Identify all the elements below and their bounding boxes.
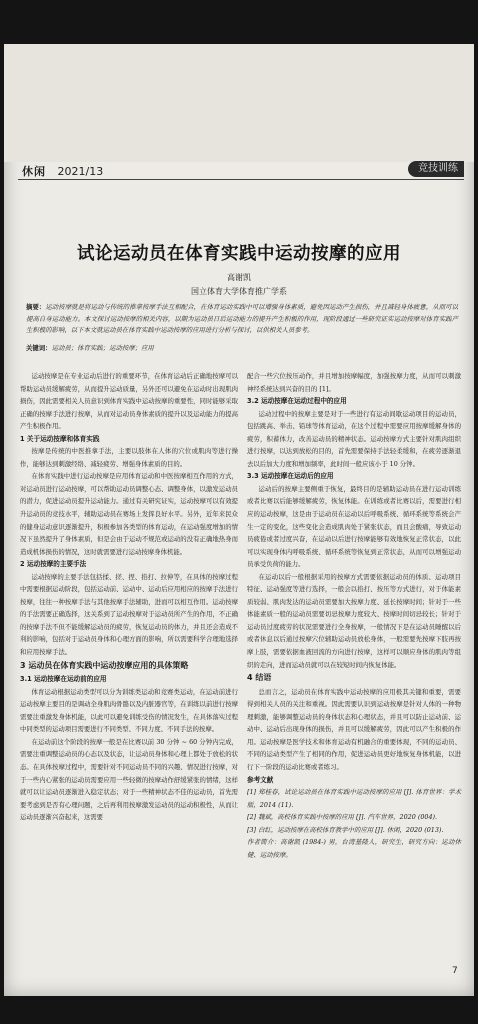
article-title: 试论运动员在体育实践中运动按摩的应用 — [77, 244, 401, 264]
header-rule — [18, 179, 464, 180]
keywords-label: 关键词： — [26, 344, 52, 352]
section-heading: 3.1 运动按摩在运动前的应用 — [20, 675, 107, 684]
article-author: 高谢凯 — [227, 273, 251, 282]
abstract — [26, 302, 458, 337]
paragraph: 在运动以后一般根据采用的按摩方式需要依据运动员的体质、运动项目特征、运动强度等进行选择，一般会以掐打、按压等方式进行，对于体能素质较弱、肌肉发达的运动员需要加大按摩力度、延长按摩时间；针对于一些体能素质一般的运动员需要切忌按摩力度较大、按摩时间切忌较长；针对于运动员过度疲劳的状况需要进行全身按摩，一般情况下是在运动员睡醒以后或者休息以后通过按摩穴位辅助运动员放松身体，一般需要先按摩下肢再按摩上肢，需要依据血液回流的方向进行按摩，这样可以顺应身体的肌肉等组织的走向，进而运动员就可以在较短时间内恢复体能。 — [247, 572, 461, 669]
section-heading: 2 运动按摩的主要手法 — [20, 560, 87, 569]
journal-page — [4, 44, 474, 996]
reference-entry: [3] 白红，运动按摩在高校体育教学中的应用 [J]. 休闲，2020 (013). — [247, 825, 444, 834]
page-number: 7 — [452, 966, 458, 976]
left-column — [20, 370, 238, 824]
section-heading: 参考文献 — [247, 775, 274, 784]
abstract-label: 摘要： — [26, 303, 46, 311]
paragraph: 运动按摩是在专业运动后进行的重要环节，在体育运动后正确地按摩可以帮助运动员缓解疲劳，从而提升运动质量，另外还可以避免在运动时出现肌肉损伤，因此需要相关人员意识到体育实践中运动按摩的重要性，同时能够采取正确的按摩手法进行按摩，从而对运动员身体素质的提升以及运动能力的提高产生积极作用。 — [20, 372, 238, 431]
article-affiliation: 国立体育大学体育推广学系 — [191, 287, 287, 296]
abstract-text: 运动按摩就是将运动与传统的推拿按摩手法互相配合，在体育运动实践中可以增强身体素质，避免因运动产生损伤，并且减轻身体疲惫，从而可以提高自身运动能力。本文探讨运动按摩的相关内容，以期为运动员日后运动能力的提升产生积极的作用，现阶段通过一些研究证实运动按摩对体育实践产生积极的影响，以下本文就运动员在体育实践中运动按摩的应用进行分析与探讨，以供相关人员参考。 — [26, 303, 459, 335]
paragraph: 体育运动根据运动类型可以分为训练类运动和竞赛类运动，在运动前进行运动按摩主要目的是调动全身肌肉骨骼以及内脏器官等，在训练以前进行按摩需要注重激发身体机能，以此可以避免训练受伤的情况发生，在具体落实过程中同类型的运动项目需要进行不同类型、不同力度、不同手法的按摩。 — [20, 687, 238, 734]
paragraph: 运动过程中的按摩主要是对于一些进行有运动间歇运动项目的运动员，包括跳高、举击、铅球等体育运动，在这个过程中需要应用按摩缓解身体的疲劳，积蓄体力，改善运动员的精神状态。运动按摩方式主要针对肌肉组织进行按摩，以达到放松的目的，首先需要保持手法轻柔缓和，在疲劳逐渐退去以后加大力度和增加频率，此时间一般应该小于 10 分钟。 — [247, 409, 461, 468]
chapter-heading: 4 结语 — [247, 673, 272, 683]
right-column — [247, 370, 461, 861]
paragraph: 按摩是传统的中医推拿手法，主要以肢体在人体的穴位或肌肉等进行操作，能够达到刺激经络、减轻疲劳、增强身体素质的目的。 — [20, 447, 238, 468]
paragraph: 运动后的按摩主要侧重于恢复，最终目的是辅助运动员在进行运动训练或者比赛以后能够缓解疲劳，恢复体能。在训练或者比赛以后，需要进行相应的运动按摩，这是由于运动员在运动以后呼吸系统、循环系统等系统会产生一定的变化，这些变化会造成肌肉处于紧张状态，而且会酸痛，导致运动员疲倦或者过度兴奋，在运动以后进行按摩能够有效地恢复正常状态，以此可以实现身体内呼吸系统、循环系统等恢复到正常状态，从而可以增强运动员承受负荷的能力。 — [247, 484, 461, 569]
reference-entry: [2] 魏斌，高校体育实践中按摩的应用 [J]. 汽车世界，2020 (004). — [247, 813, 438, 822]
paragraph: 在运动前这个阶段的按摩一般是在比赛以前 30 分钟 ~ 60 分钟内完成，需要注重调整运动员的心态以及状态，让运动员身体和心理上都处于放松的状态。在具体按摩过程中，需要针对不同运动员不同的兴趣、情况进行按摩，对于一些内心紧张的运动员需要应用一些轻微的按摩动作舒缓紧张的情绪，这样就可以让运动员逐渐进入稳定状态；对于一些精神状态不佳的运动员，首先需要考虑到是否有心理问题，之后再利用按摩激发运动员的运动积极性，从而让运动员逐渐兴奋起来，这需要 — [20, 737, 238, 822]
chapter-heading: 3 运动员在体育实践中运动按摩应用的具体策略 — [20, 660, 189, 670]
paragraph: 配合一些穴位按压动作，并且增加按摩幅度，加强按摩力度，从而可以刺激神经系统达到兴奋的目的 [1]。 — [247, 372, 461, 393]
previous-page-strip — [4, 44, 474, 162]
section-heading: 1 关于运动按摩和体育实践 — [20, 434, 100, 443]
section-tab: 竞技训练 — [408, 161, 464, 177]
section-heading: 3.2 运动按摩在运动过程中的应用 — [247, 397, 347, 406]
reference-entry: [1] 郑桂春，试论运动员在体育实践中运动按摩的应用 [J]. 体育世界：学术版，2014 (11). — [247, 788, 461, 809]
keywords-text: 运动员；体育实践；运动按摩；应用 — [51, 344, 154, 352]
paragraph: 运动按摩的主要手法包括揉、搓、捏、掐打、拉伸等，在具体的按摩过程中需要根据运动阶段，包括运动前、运动中、运动后应用相应的按摩手法进行按摩，往往一种按摩手法与其他按摩手法辅助，进而可以相互作用。运动按摩的手法需要正确选择，这关系到了运动按摩对于运动员所产生的作用，不正确的按摩手法不但不能缓解运动员的疲劳，恢复运动员的体力，并且还会造成不利的影响，包括对于运动员身体和心理方面的影响，所以需要科学合理地选择和应用按摩手法。 — [20, 572, 238, 657]
journal-name: 休闲 — [22, 165, 46, 178]
issue-number: 2021/13 — [57, 165, 104, 178]
reference-entry: 作者简介：高谢凯 (1984-) 男，台湾基隆人，研究生，研究方向：运动休健、运动按摩。 — [247, 838, 461, 859]
section-heading: 3.3 运动按摩在运动后的应用 — [247, 472, 334, 481]
running-header — [22, 163, 103, 179]
paragraph: 在体育实践中进行运动按摩是应用体育运动和中医按摩相互作用的方式，对运动员进行运动按摩，可以帮助运动员调整心态、调整身体，以激发运动员的潜力，促进运动员提升运动能力。通过有关研究证实，运动按摩可以有效提升运动员的竞技水平，辅助运动员在赛场上发挥良好水平。另外，近年来民众的健身运动意识逐渐提升，积极参加各类型的体育运动，在运动强度增加的情况下虽然提升了身体素质，但是会由于运动不规范或运动的没有正确地热身而造成机体损伤的情况，这时就需要进行运动按摩身体机能。 — [20, 472, 238, 556]
keywords — [26, 343, 458, 354]
paragraph: 总而言之，运动员在体育实践中运动按摩的应用极其关键和重要，需要得到相关人员的关注和重视。因此需要认识到运动按摩是针对人体的一种物理刺激，能够调整运动员的身体状态和心理状态，并且可以防止运动前、运动中、运动后出现身体的损伤，并且可以缓解疲劳，因此可以产生积极的作用。运动按摩是医学技术和体育运动有机融合的重要体现，不同的运动员、不同的运动类型产生了相同的作用，促进运动员更好地恢复身体机能，以进行下一阶段的运动比赛或者练习。 — [247, 687, 461, 771]
